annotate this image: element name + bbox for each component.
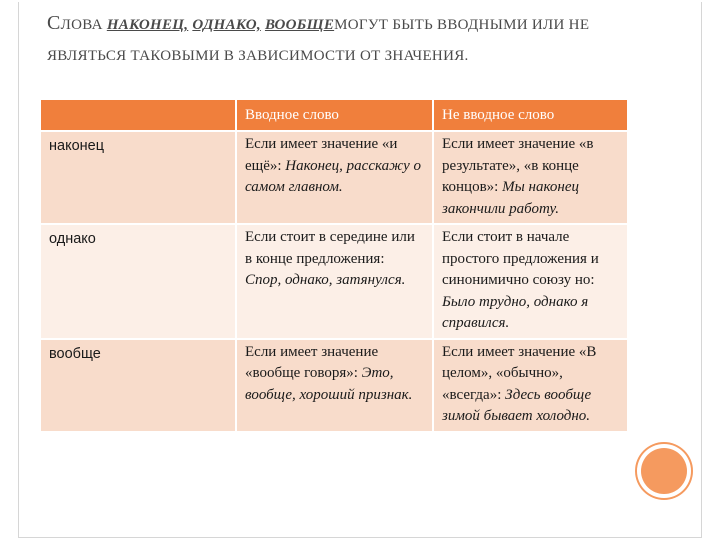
- non-intro-example: Мы наконец закончили работу.: [442, 179, 579, 217]
- row-word: однако: [41, 225, 235, 340]
- comparison-table: [41, 100, 627, 433]
- non-intro-cell: [432, 225, 627, 340]
- title-first-cap: С: [47, 12, 61, 34]
- table-header-row: [41, 100, 627, 132]
- intro-cell: [235, 340, 432, 433]
- table-row: [41, 225, 627, 340]
- intro-example: Это, вообще, хороший признак.: [245, 365, 413, 403]
- non-intro-text: Если имеет значение «в результате», «в конце концов»:: [442, 136, 594, 195]
- table-row: [41, 340, 627, 433]
- title-keyword-1: НАКОНЕЦ,: [106, 17, 189, 33]
- intro-cell: [235, 132, 432, 225]
- non-intro-cell: [432, 340, 627, 433]
- slide-title: [47, 8, 647, 72]
- intro-example: Спор, однако, затянулся.: [245, 272, 406, 288]
- intro-example: Наконец, расскажу о самом главном.: [245, 157, 421, 195]
- intro-text: Если имеет значение «вообще говоря»:: [245, 343, 379, 381]
- non-intro-example: Здесь вообще зимой бывает холодно.: [442, 386, 592, 424]
- row-word: вообще: [41, 340, 235, 433]
- title-rest: МОГУТ БЫТЬ ВВОДНЫМИ ИЛИ НЕ ЯВЛЯТЬСЯ ТАКОВЫМИ В ЗАВИСИМОСТИ ОТ ЗНАЧЕНИЯ.: [47, 17, 590, 64]
- non-intro-example: Было трудно, однако я справился.: [442, 293, 589, 331]
- non-intro-text: Если имеет значение «В целом», «обычно», «всегда»:: [442, 343, 597, 403]
- title-keyword-3: ВООБЩЕ: [264, 17, 335, 33]
- intro-text: Если стоит в середине или в конце предложения:: [245, 229, 415, 267]
- non-intro-text: Если стоит в начале простого предложения и синонимично союзу но:: [442, 229, 599, 288]
- title-keyword-2: ОДНАКО,: [192, 17, 261, 33]
- decorative-circle: [641, 448, 687, 494]
- non-intro-cell: [432, 132, 627, 225]
- row-word: наконец: [41, 132, 235, 225]
- header-introductory: Вводное слово: [235, 100, 432, 132]
- header-empty-cell: [41, 100, 235, 132]
- title-first-rest: ЛОВА: [60, 17, 103, 33]
- header-non-introductory: Не вводное слово: [432, 100, 627, 132]
- intro-cell: [235, 225, 432, 340]
- table-row: [41, 132, 627, 225]
- intro-text: Если имеет значение «и ещё»:: [245, 136, 398, 174]
